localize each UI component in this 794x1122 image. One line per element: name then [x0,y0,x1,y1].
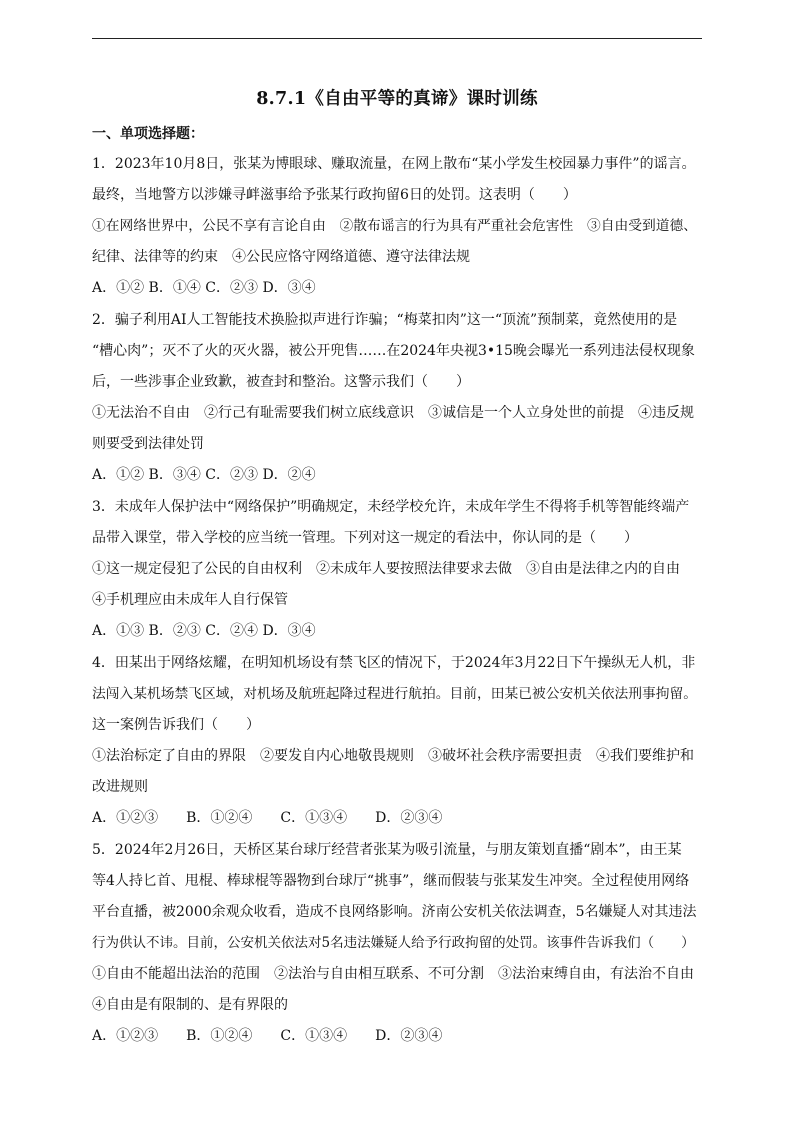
q5-stem-line-1: 5．2024年2月26日，天桥区某台球厅经营者张某为吸引流量，与朋友策划直播“剧本”，由王某 [92,842,682,858]
q4-stem-line-3: 这一案例告诉我们（ ） [92,717,260,733]
q5-stem-line-3: 平台直播，被2000余观众收看，造成不良网络影响。济南公安机关依法调查，5名嫌疑人对其违法 [92,904,697,920]
section-heading: 一、单项选择题： [92,126,204,142]
q3-options: A．①③ B．②③ C．②④ D．③④ [92,623,316,639]
q4-statements-line-2: 改进规则 [92,779,148,795]
page-title: 8.7.1《自由平等的真谛》课时训练 [256,89,538,109]
q1-options: A．①② B．①④ C．②③ D．③④ [92,280,316,296]
q2-stem-line-2: “槽心肉”；灭不了火的灭火器，被公开兜售……在2024年央视3•15晚会曝光一系列违法侵权现象 [92,343,695,359]
q5-statements-line-1: ①自由不能超出法治的范围 ②法治与自由相互联系、不可分割 ③法治束缚自由，有法治不自由 [92,966,694,982]
q2-stem-line-1: 2．骗子利用AI人工智能技术换脸拟声进行诈骗；“梅菜扣肉”这一“顶流”预制菜，竟然使用的是 [92,312,678,328]
q5-options: A．①②③ B．①②④ C．①③④ D．②③④ [92,1028,443,1044]
q4-stem-line-1: 4．田某出于网络炫耀，在明知机场设有禁飞区的情况下，于2024年3月22日下午操纵无人机，非 [92,655,696,671]
q5-stem-line-2: 等4人持匕首、甩棍、棒球棍等器物到台球厅“挑事”，继而假装与张某发生冲突。全过程使用网络 [92,873,690,889]
q2-stem-line-3: 后，一些涉事企业致歉，被查封和整治。这警示我们（ ） [92,374,470,390]
q1-stem-line-1: 1．2023年10月8日，张某为博眼球、赚取流量，在网上散布“某小学发生校园暴力事件”的谣言。 [92,156,696,172]
q2-options: A．①② B．③④ C．②③ D．②④ [92,467,316,483]
q1-stem-line-2: 最终，当地警方以涉嫌寻衅滋事给予张某行政拘留6日的处罚。这表明（ ） [92,187,577,203]
q3-statements-line-2: ④手机理应由未成年人自行保管 [92,592,288,608]
q3-stem-line-1: 3．未成年人保护法中“网络保护”明确规定，未经学校允许，未成年学生不得将手机等智能终端产 [92,499,690,515]
q1-statements-line-2: 纪律、法律等的约束 ④公民应恪守网络道德、遵守法律法规 [92,249,470,265]
q5-stem-line-4: 行为供认不讳。目前，公安机关依法对5名违法嫌疑人给予行政拘留的处罚。该事件告诉我们（ ） [92,935,695,951]
header-rule [92,38,702,39]
q2-statements-line-1: ①无法治不自由 ②行己有耻需要我们树立底线意识 ③诚信是一个人立身处世的前提 ④违反规 [92,405,694,421]
q3-statements-line-1: ①这一规定侵犯了公民的自由权利 ②未成年人要按照法律要求去做 ③自由是法律之内的自由 [92,561,680,577]
q3-stem-line-2: 品带入课堂，带入学校的应当统一管理。下列对这一规定的看法中，你认同的是（ ） [92,530,638,546]
q4-statements-line-1: ①法治标定了自由的界限 ②要发自内心地敬畏规则 ③破坏社会秩序需要担责 ④我们要维护和 [92,748,694,764]
q2-statements-line-2: 则要受到法律处罚 [92,436,204,452]
q5-statements-line-2: ④自由是有限制的、是有界限的 [92,997,288,1013]
q4-options: A．①②③ B．①②④ C．①③④ D．②③④ [92,810,443,826]
q1-statements-line-1: ①在网络世界中，公民不享有言论自由 ②散布谣言的行为具有严重社会危害性 ③自由受到道德、 [92,218,698,234]
q4-stem-line-2: 法闯入某机场禁飞区域，对机场及航班起降过程进行航拍。目前，田某已被公安机关依法刑事拘留。 [92,686,698,702]
